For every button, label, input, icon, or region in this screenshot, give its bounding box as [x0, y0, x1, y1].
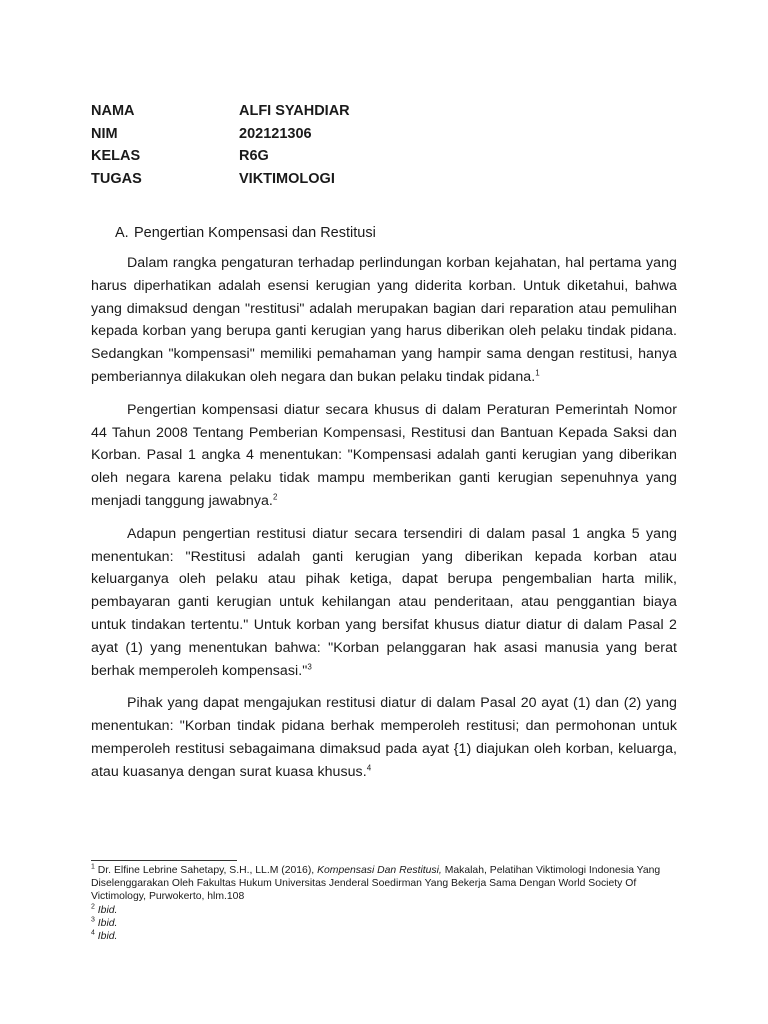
identity-row-nim	[91, 123, 491, 146]
footnotes	[91, 864, 691, 943]
identity-label: NAMA	[91, 103, 135, 119]
identity-label: TUGAS	[91, 170, 142, 187]
paragraph	[91, 523, 677, 683]
footnote-number: 1	[91, 863, 95, 871]
footnote	[91, 917, 691, 930]
identity-value: ALFI SYAHDIAR	[239, 103, 350, 119]
paragraph-text: Pengertian kompensasi diatur secara khusus di dalam Peraturan Pemerintah Nomor 44 Tahun 2008 Tentang Pemberian Kompensasi, Restitusi dan Bantuan Kepada Saksi dan Korban. Pasal 1 angka 4 menentukan: "Kompensasi adalah ganti kerugian yang diberikan oleh negara karena pelaku tidak mampu memberikan ganti kerugian sepenuhnya yang menjadi tanggung jawabnya.	[91, 401, 677, 509]
section-title: Pengertian Kompensasi dan Restitusi	[134, 225, 376, 241]
footnote-ref: 2	[272, 492, 278, 502]
footnote-ref: 1	[535, 368, 540, 378]
footnote-italic: Kompensasi Dan Restitusi,	[317, 865, 442, 876]
footnote-italic: Ibid.	[97, 917, 118, 929]
footnote	[91, 904, 691, 917]
footnote	[91, 930, 691, 943]
footnote-ref: 3	[307, 661, 312, 671]
footnote-text: Dr. Elfine Lebrine Sahetapy, S.H., LL.M (2016),	[97, 865, 318, 876]
paragraph	[91, 692, 677, 783]
footnote-divider	[91, 860, 237, 861]
identity-value: VIKTIMOLOGI	[239, 170, 335, 187]
paragraph	[91, 399, 677, 513]
footnote	[91, 864, 691, 904]
paragraph-text: Adapun pengertian restitusi diatur secara tersendiri di dalam pasal 1 angka 5 yang menentukan: "Restitusi adalah ganti kerugian yang diberikan kepada korban atau keluarganya oleh pelaku atau pihak ketiga, dapat berupa pengembalian harta milik, pembayaran ganti kerugian untuk kehilangan atau penderitaan, atau penggantian biaya untuk tindakan tertentu." Untuk korban yang bersifat khusus diatur diatur di dalam Pasal 2 ayat (1) yang menentukan bahwa: "Korban pelanggaran hak asasi manusia yang berat berhak memperoleh kompensasi."	[91, 525, 677, 679]
identity-row-nama	[91, 100, 491, 123]
identity-value: 202121306	[239, 125, 312, 142]
footnote-number: 4	[91, 929, 95, 937]
footnote-text: Makalah, Pelatihan Viktimologi Indonesia Yang Diselenggarakan Oleh Fakultas Hukum Universitas Jenderal Soedirman Yang Bekerja Sama Dengan World Society Of Victimology, Purwokerto, hlm.108	[91, 865, 661, 903]
paragraph-text: Dalam rangka pengaturan terhadap perlindungan korban kejahatan, hal pertama yang harus diperhatikan adalah esensi kerugian yang diderita korban. Untuk diketahui, bahwa yang dimaksud dengan "restitusi" adalah merupakan bagian dari reparation atau pemulihan kepada korban yang berupa ganti kerugian yang harus diberikan oleh pelaku tindak pidana. Sedangkan "kompensasi" memiliki pemahaman yang hampir sama dengan restitusi, hanya pemberiannya dilakukan oleh negara dan bukan pelaku tindak pidana.	[91, 255, 677, 385]
identity-label: NIM	[91, 125, 118, 142]
body-text	[91, 252, 677, 794]
footnote-italic: Ibid.	[97, 931, 118, 943]
identity-value: R6G	[239, 148, 269, 164]
identity-label: KELAS	[91, 148, 141, 164]
identity-block	[91, 100, 491, 190]
footnote-number: 2	[91, 903, 95, 911]
identity-row-kelas	[91, 145, 491, 168]
footnote-number: 3	[91, 916, 95, 924]
identity-row-tugas	[91, 168, 491, 191]
paragraph	[91, 252, 677, 389]
footnote-italic: Ibid.	[97, 904, 118, 916]
paragraph-text: Pihak yang dapat mengajukan restitusi diatur di dalam Pasal 20 ayat (1) dan (2) yang menentukan: "Korban tindak pidana berhak memperoleh restitusi; dan permohonan untuk memperoleh restitusi sebagaimana dimaksud pada ayat {1) diajukan oleh korban, keluarga, atau kuasanya dengan surat kuasa khusus.	[91, 695, 677, 780]
footnote-ref: 4	[366, 763, 372, 772]
section-heading	[115, 222, 376, 244]
section-number: A.	[115, 225, 129, 241]
